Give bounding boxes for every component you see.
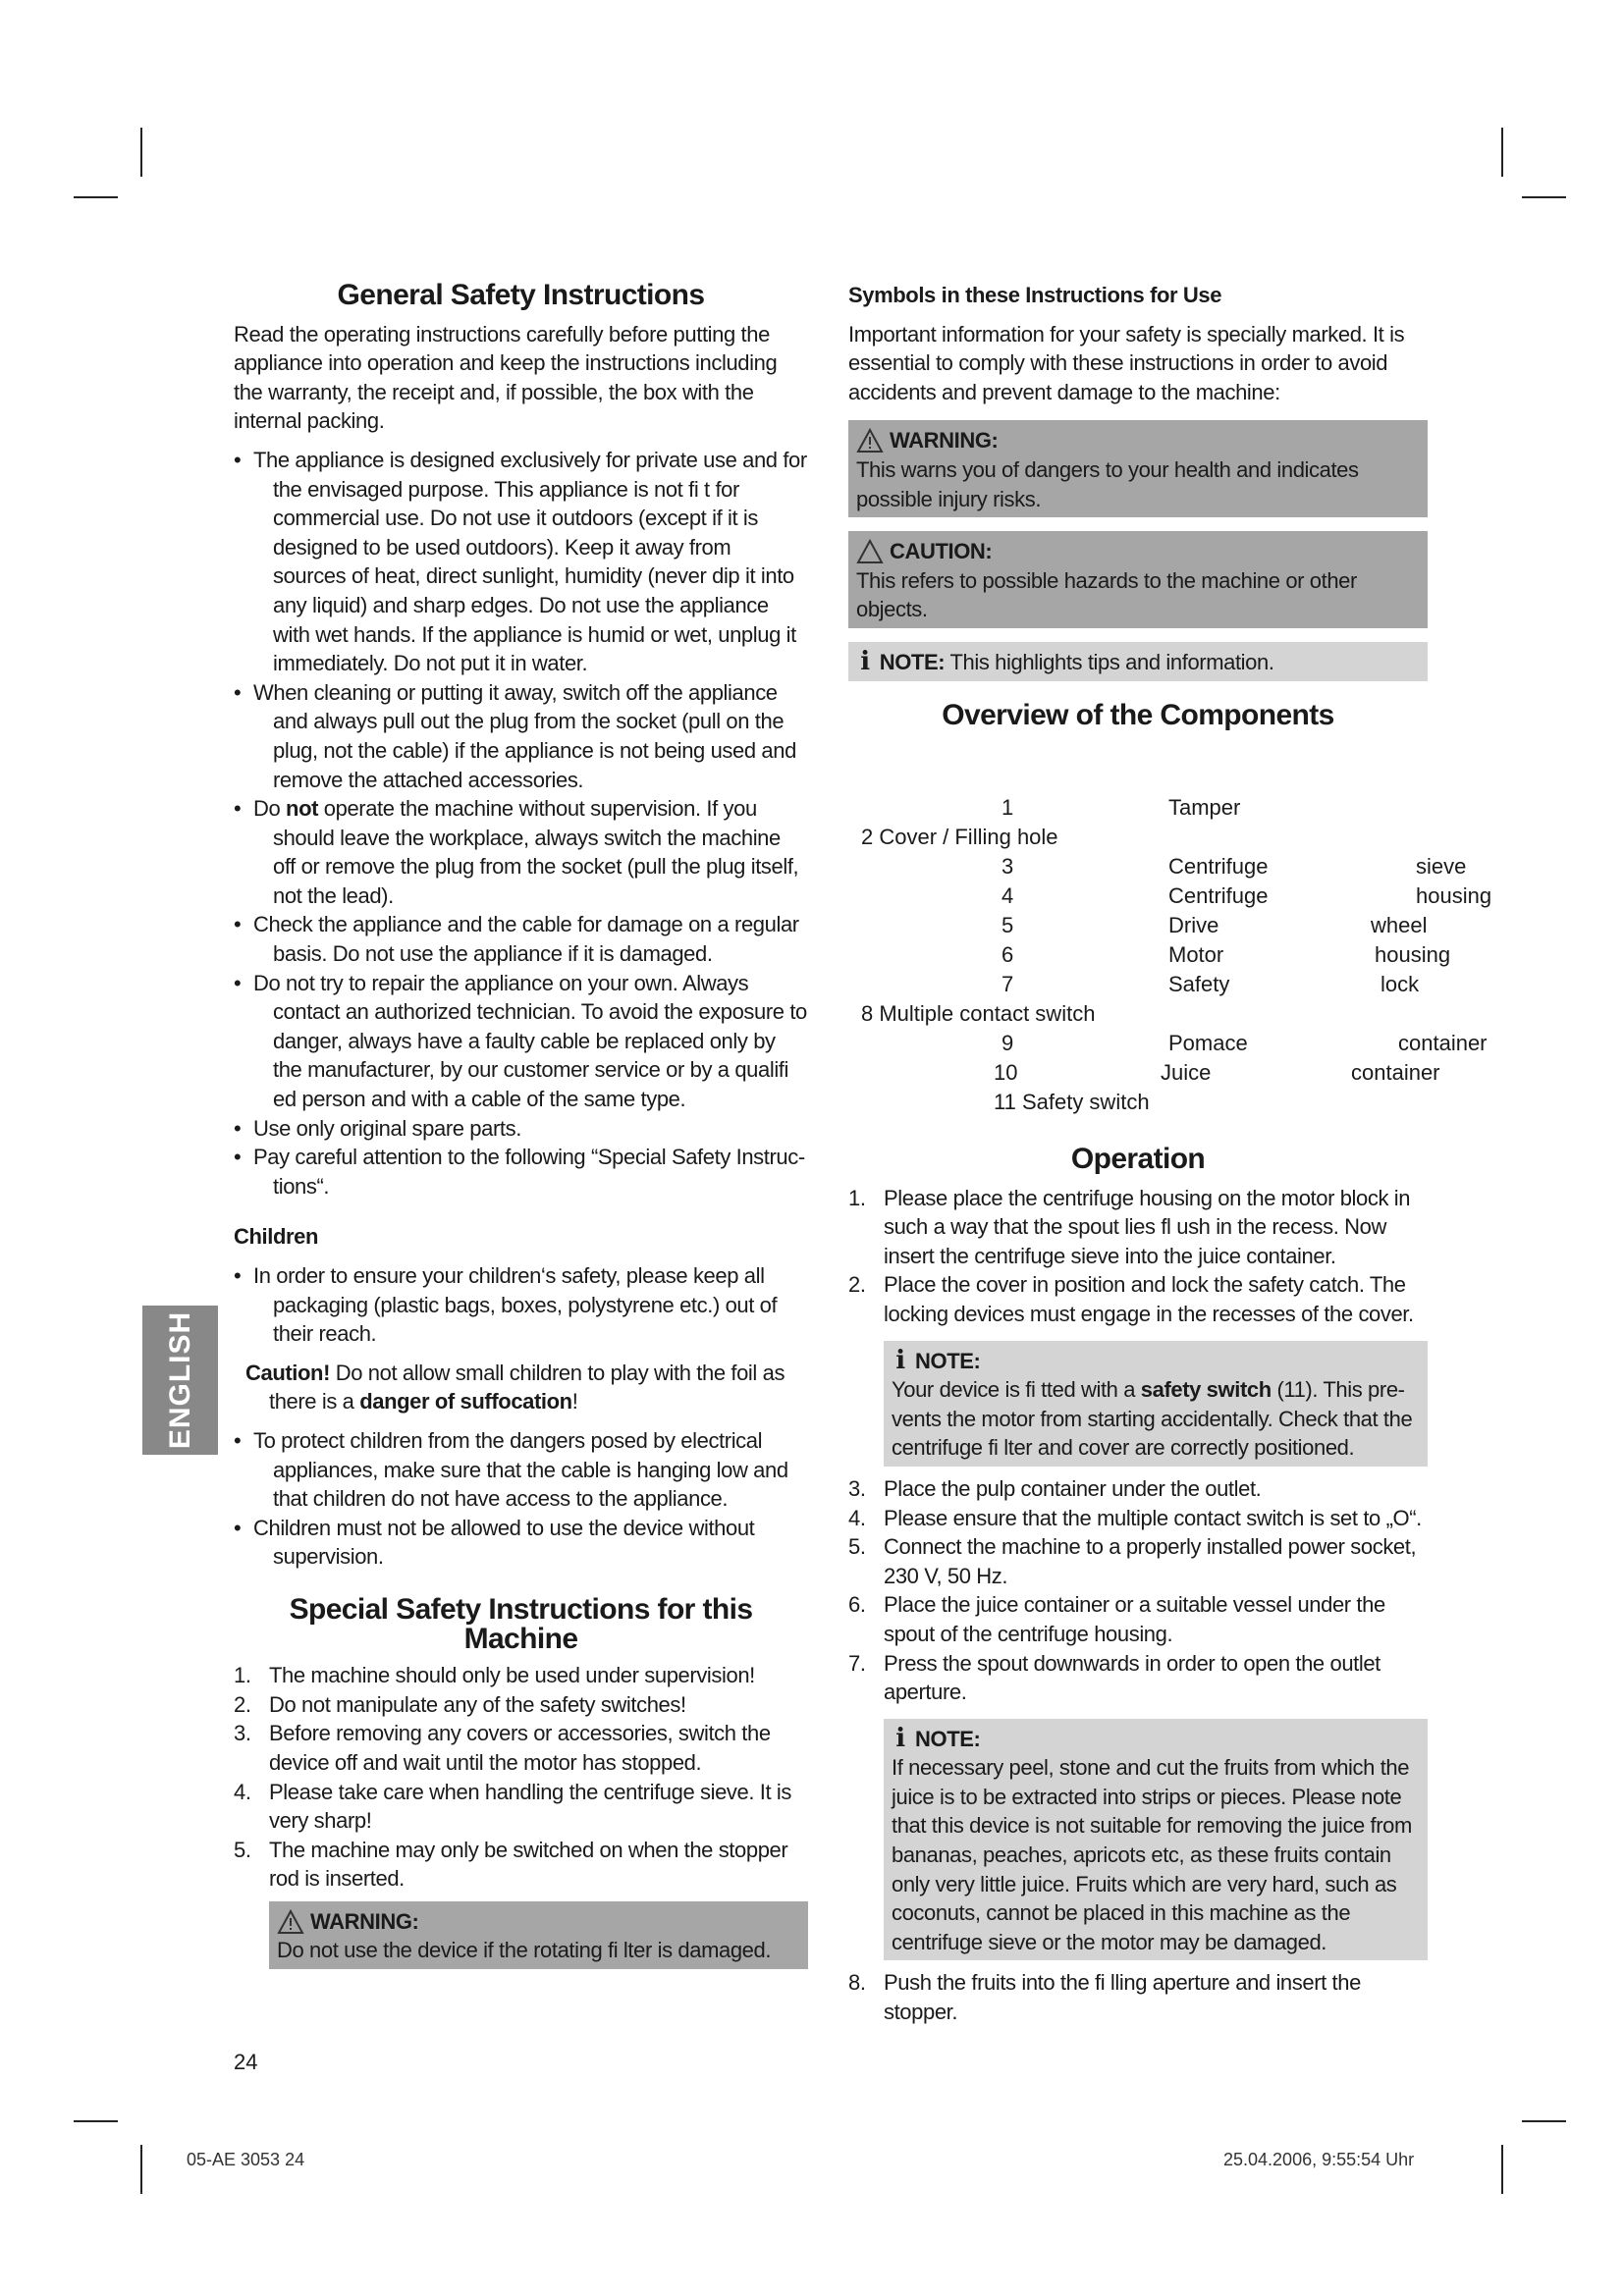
component-name: housing [1375, 942, 1451, 967]
warning-text: Do not use the device if the rotating fi lter is damaged. [277, 1938, 772, 1963]
note-symbol-box [848, 642, 1428, 681]
caution-label: Caution! [245, 1360, 331, 1385]
note-text: If necessary peel, stone and cut the fruits from which the juice is to be extracted into strips or pieces. Please note that this device is not suitable for removing the juice from bananas, peaches, apricots etc, as these fruits contain only very little juice. Fruits which are very hard, such as coconuts, cannot be placed in this machine as the centrifuge sieve or the motor may be damaged. [892, 1755, 1412, 1954]
info-icon: i [895, 1345, 905, 1375]
note-text-part: (11). This pre-vents the motor from starting accidentally. Check that the centrifuge fi lter and cover are correctly positioned. [892, 1377, 1413, 1461]
component-name: sieve [1416, 854, 1467, 879]
list-number: 7. [848, 1650, 866, 1676]
list-emphasis: not [286, 796, 319, 822]
list-item: • The appliance is designed exclusively for private use and for the envisaged purpose. This appliance is not fi t for commercial use. Do not use it outdoors (except if it is designed to be used outdoors). Keep it away from sources of heat, direct sunlight, humidity (never dip it into any liquid) and sharp edges. Do not use the appliance with wet hands. If the appliance is humid or wet, unplug it immediately. Do not put it in water. [234, 446, 808, 678]
children-bullet-list [234, 1261, 808, 1349]
component-name: 8 Multiple contact switch [861, 1001, 1096, 1026]
list-text: Push the fruits into the fi lling aperture and insert the stopper. [884, 1970, 1361, 2025]
list-text: Please take care when handling the centrifuge sieve. It is very sharp! [269, 1779, 792, 1834]
component-number: 9 [1001, 1031, 1014, 1055]
component-number: 3 [1001, 854, 1014, 879]
note-box [884, 1341, 1428, 1467]
list-item [848, 1270, 1428, 1328]
crop-mark [74, 2120, 118, 2122]
warning-heading [856, 426, 1420, 455]
list-number: 4. [848, 1505, 866, 1530]
list-number: 5. [234, 1837, 251, 1862]
list-item [848, 1590, 1428, 1648]
list-item [848, 1474, 1428, 1504]
list-number: 4. [234, 1779, 251, 1804]
list-item [848, 1504, 1428, 1533]
list-text: Do not manipulate any of the safety switches! [269, 1691, 686, 1717]
list-number: 5. [848, 1534, 866, 1560]
note-text-part: Your device is fi tted with a [892, 1377, 1136, 1403]
component-name: Centrifuge [1168, 854, 1269, 879]
note-emphasis: safety switch [1140, 1377, 1272, 1403]
children-bullet-list-2 [234, 1426, 808, 1572]
component-name: Centrifuge [1168, 883, 1269, 908]
list-item [234, 1719, 808, 1777]
right-column [848, 281, 1428, 729]
list-text: Press the spout downwards in order to open the outlet aperture. [884, 1650, 1380, 1705]
operation-list-3 [848, 1968, 1428, 2026]
list-number: 2. [848, 1272, 866, 1298]
component-name: wheel [1371, 913, 1428, 937]
list-item: • In order to ensure your children‘s safety, please keep all packaging (plastic bags, boxes, polystyrene etc.) out of their reach. [234, 1261, 808, 1349]
list-item [848, 1968, 1428, 2026]
caution-symbol-box [848, 531, 1428, 628]
crop-mark [1522, 196, 1566, 198]
caution-note [245, 1359, 808, 1416]
list-text: The machine should only be used under supervision! [269, 1663, 755, 1688]
caution-label: CAUTION: [890, 539, 993, 564]
caution-end: ! [571, 1389, 578, 1415]
caution-text: This refers to possible hazards to the machine or other objects. [856, 567, 1357, 622]
list-item: • Pay careful attention to the following “Special Safety Instruc-tions“. [234, 1143, 808, 1201]
crop-mark [1501, 128, 1503, 177]
warning-label: WARNING: [890, 428, 999, 454]
note-box-2 [884, 1719, 1428, 1961]
component-number: 5 [1001, 913, 1014, 937]
operation-list [848, 1184, 1428, 1329]
list-number: 8. [848, 1970, 866, 1996]
left-column [234, 281, 808, 1969]
caution-icon [856, 539, 884, 564]
list-item [234, 1690, 808, 1720]
list-text: Place the juice container or a suitable vessel under the spout of the centrifuge housing. [884, 1592, 1385, 1646]
list-text: The machine may only be switched on when the stopper rod is inserted. [269, 1837, 788, 1892]
operation-list-2 [848, 1474, 1428, 1707]
list-item [848, 1532, 1428, 1590]
special-safety-title: Special Safety Instructions for this Machine [289, 1592, 753, 1655]
list-number: 3. [848, 1475, 866, 1501]
list-item [234, 1778, 808, 1836]
list-number: 1. [848, 1185, 866, 1210]
component-name: container [1351, 1060, 1440, 1085]
list-item: • Use only original spare parts. [234, 1114, 808, 1144]
caution-text: Do not allow small children to play with the foil as there is a [269, 1360, 785, 1415]
list-text: Do [253, 796, 281, 822]
warning-label: WARNING: [310, 1908, 419, 1934]
list-number: 3. [234, 1721, 251, 1746]
list-number: 2. [234, 1691, 251, 1717]
warning-icon [856, 428, 884, 454]
list-item [234, 1661, 808, 1690]
component-name: container [1398, 1031, 1488, 1055]
list-text: operate the machine without supervision. If you should leave the workplace, always switch the machine off or remove the plug from the socket (pull the plug itself, not the lead). [273, 796, 799, 908]
list-item: • To protect children from the dangers posed by electrical appliances, make sure that the cable is hanging low and that children do not have access to the appliance. [234, 1426, 808, 1514]
operation-section [848, 1145, 1428, 2027]
warning-text: This warns you of dangers to your health and indicates possible injury risks. [856, 456, 1359, 511]
language-tab-label: ENGLISH [163, 1310, 196, 1450]
note-text [892, 1375, 1420, 1463]
note-label: NOTE: [915, 1726, 981, 1751]
footer-right: 25.04.2006, 9:55:54 Uhr [1223, 2150, 1415, 2169]
page-number: 24 [234, 2050, 258, 2074]
component-name: lock [1380, 972, 1420, 996]
note-label: NOTE: [915, 1348, 981, 1373]
component-name: housing [1416, 883, 1492, 908]
overview-title: Overview of the Components [942, 698, 1334, 731]
list-text: Please place the centrifuge housing on the motor block in such a way that the spout lies fl ush in the recess. Now insert the centrifuge sieve into the juice container. [884, 1185, 1411, 1268]
component-name: Juice [1161, 1060, 1212, 1085]
caution-heading [856, 537, 1420, 566]
list-text: Please ensure that the multiple contact switch is set to „O“. [884, 1505, 1422, 1530]
note-text: This highlights tips and information. [949, 649, 1274, 674]
crop-mark [1522, 2120, 1566, 2122]
component-number: 6 [1001, 942, 1014, 967]
component-name: Motor [1168, 942, 1224, 967]
info-icon: i [895, 1723, 905, 1753]
warning-heading [277, 1907, 800, 1937]
warning-icon [277, 1909, 304, 1935]
component-number: 10 [994, 1060, 1018, 1085]
list-text: Place the cover in position and lock the safety catch. The locking devices must engage in the recesses of the cover. [884, 1272, 1414, 1326]
list-text: Before removing any covers or accessories, switch the device off and wait until the motor has stopped. [269, 1721, 771, 1775]
general-safety-title: General Safety Instructions [337, 279, 705, 311]
component-number: 1 [1001, 795, 1014, 820]
safety-bullet-list [234, 446, 808, 1201]
crop-mark [74, 196, 118, 198]
footer-left: 05-AE 3053 24 [187, 2150, 305, 2169]
intro-paragraph: Read the operating instructions carefully before putting the appliance into operation and keep the instructions including the warranty, the receipt and, if possible, the box with the internal packing. [234, 321, 778, 434]
list-item: • Check the appliance and the cable for damage on a regular basis. Do not use the appliance if it is damaged. [234, 910, 808, 968]
list-number: 1. [234, 1663, 251, 1688]
component-name: Safety [1168, 972, 1230, 996]
list-item: • When cleaning or putting it away, switch off the appliance and always pull out the plug from the socket (pull on the plug, not the cable) if the appliance is not being used and remove the attached accessories. [234, 678, 808, 794]
special-safety-list [234, 1661, 808, 1894]
note-heading [892, 1347, 1420, 1376]
list-text: Place the pulp container under the outlet. [884, 1475, 1262, 1501]
component-name: Pomace [1168, 1031, 1248, 1055]
children-title: Children [234, 1224, 319, 1250]
component-name: 11 Safety switch [994, 1090, 1150, 1114]
crop-mark [140, 2145, 142, 2194]
warning-symbol-box [848, 420, 1428, 517]
info-icon: i [860, 646, 870, 676]
list-item [848, 1649, 1428, 1707]
crop-mark [1501, 2145, 1503, 2194]
note-label: NOTE: [879, 649, 946, 674]
crop-mark [140, 128, 142, 177]
note-heading [892, 1725, 1420, 1754]
list-item [234, 1836, 808, 1894]
list-text: Connect the machine to a properly installed power socket, 230 V, 50 Hz. [884, 1534, 1417, 1588]
component-name: Drive [1168, 913, 1219, 937]
caution-emphasis: danger of suffocation [359, 1389, 572, 1415]
component-name: 2 Cover / Filling hole [861, 825, 1058, 849]
list-number: 6. [848, 1592, 866, 1618]
operation-title: Operation [1070, 1143, 1206, 1175]
component-number: 4 [1001, 883, 1014, 908]
component-name: Tamper [1168, 795, 1241, 820]
list-item: • Children must not be allowed to use the device without supervision. [234, 1514, 808, 1572]
list-item [848, 1184, 1428, 1271]
list-item [234, 794, 808, 910]
symbols-title: Symbols in these Instructions for Use [848, 283, 1222, 307]
symbols-intro: Important information for your safety is specially marked. It is essential to comply with these instructions in order to avoid accidents and prevent damage to the machine: [848, 321, 1405, 404]
warning-box [269, 1901, 808, 1969]
list-item: • Do not try to repair the appliance on your own. Always contact an authorized technician. To avoid the exposure to danger, always have a faulty cable be replaced only by the manufacturer, by our customer service or by a qualifi ed person and with a cable of the same type. [234, 969, 808, 1114]
component-number: 7 [1001, 972, 1014, 996]
language-tab [142, 1306, 218, 1455]
